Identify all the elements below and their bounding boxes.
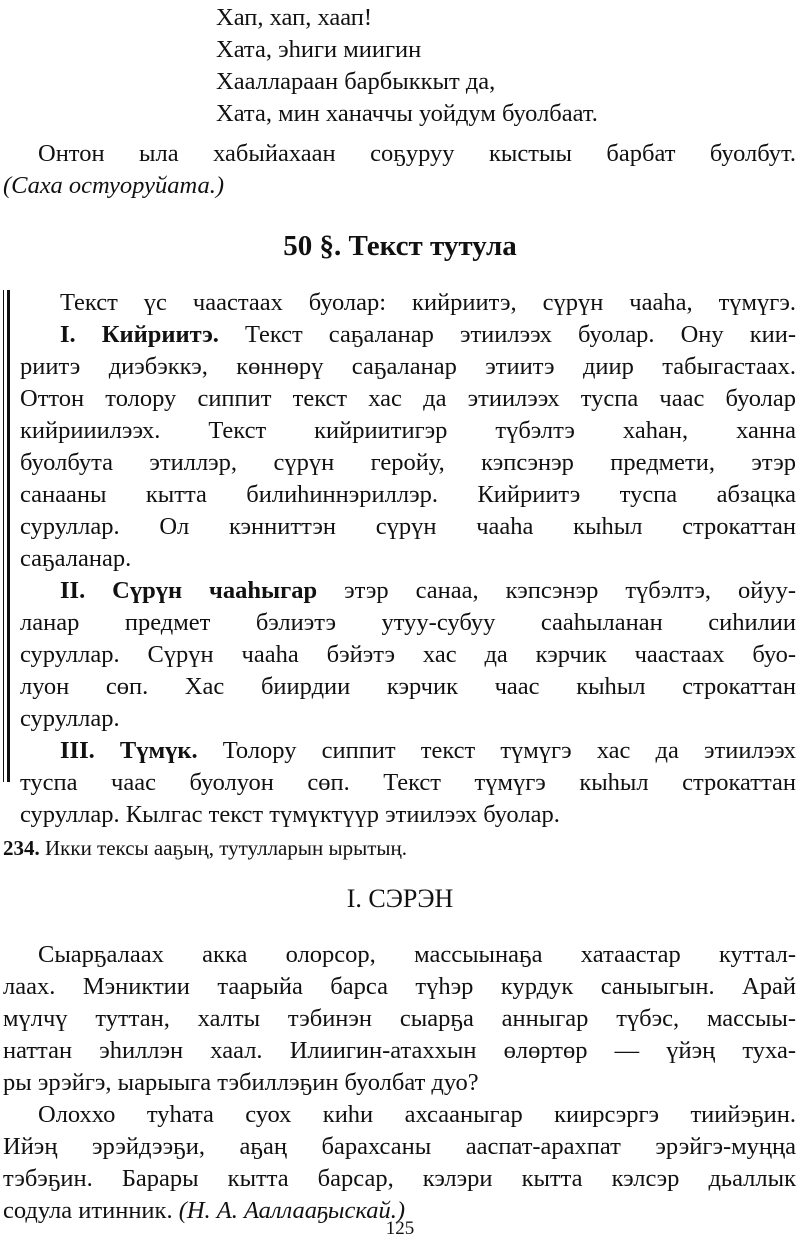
paragraph-line: III. Түмүк. Толору сиппит текст түмүгэ хас да этиилээх — [60, 737, 796, 764]
paragraph-line: кийрииилээх. Текст кийриитигэр түбэлтэ хаһан, ханна — [20, 417, 796, 444]
paragraph-line: суруллар. Ол кэнниттэн сүрүн чааһа кыһыл строкаттан — [20, 513, 796, 540]
paragraph-line: Оттон толору сиппит текст хас да этиилээх туспа чаас буолар — [20, 385, 796, 412]
source-citation: (Саха остуоруйата.) — [3, 172, 225, 199]
paragraph-line: санааны кытта билиһиннэриллэр. Кийриитэ туспа абзацка — [20, 481, 796, 508]
paragraph-line: Текст үс чаастаах буолар: кийриитэ, сүрүн чааһа, түмүгэ. — [60, 289, 796, 316]
paragraph-line: I. Кийриитэ. Текст саҕаланар этиилээх буолар. Ону кии- — [60, 321, 796, 348]
paragraph-line: суруллар. Сүрүн чааһа бэйэтэ хас да кэрчик чаастаах буо- — [20, 641, 796, 668]
source-citation: (Н. А. Ааллааҕыскай.) — [178, 1197, 406, 1224]
paragraph-line: мүлчү туттан, халты тэбинэн сыарҕа анныгар түбэс, массыы- — [3, 1005, 796, 1032]
section-title: 50 §. Текст тутула — [283, 230, 517, 262]
paragraph-line: суруллар. — [20, 705, 120, 732]
paragraph-line: лаах. Мэниктии таарыйа барса түһэр курдук саныыгын. Арай — [3, 973, 796, 1000]
verse-line: Хата, эһиги миигин — [216, 36, 422, 63]
verse-line: Хап, хап, хаап! — [216, 4, 373, 31]
paragraph-line: содула итинник. (Н. А. Ааллааҕыскай.) — [3, 1197, 406, 1224]
page-number: 125 — [385, 1218, 415, 1239]
paragraph-line: тэбэҕин. Барары кытта барсар, кэлэри кытта кэлсэр дьаллык — [3, 1165, 796, 1192]
paragraph-line: ры эрэйгэ, ыарыыга тэбиллэҕин буолбат дуо? — [3, 1069, 479, 1096]
paragraph-line: Онтон ыла хабыйахаан соҕуруу кыстыы барбат буолбут. — [38, 140, 796, 167]
margin-rule — [7, 290, 10, 782]
paragraph-line: Олоххо туһата суох киһи ахсааныгар киирсэргэ тиийэҕин. — [38, 1101, 796, 1128]
paragraph-line: луон сөп. Хас биирдии кэрчик чаас кыһыл строкаттан — [20, 673, 796, 700]
exercise-prompt: 234. Икки тексы ааҕың, тутулларын ырытың. — [3, 836, 407, 860]
verse-line: Хааллараан барбыккыт да, — [216, 68, 496, 95]
paragraph-line: Сыарҕалаах акка олорсор, массыынаҕа хатаастар куттал- — [38, 941, 796, 968]
paragraph-line: буолбута этиллэр, сүрүн геройу, кэпсэнэр предмети, этэр — [20, 449, 796, 476]
paragraph-line: наттан эһиллэн хаал. Илиигин-атаххын өлөртөр — үйэң туха- — [3, 1037, 796, 1064]
paragraph-line: Ийэң эрэйдээҕи, аҕаң барахсаны ааспат-арахпат эрэйгэ-муңңа — [3, 1133, 796, 1160]
margin-rule — [3, 290, 4, 782]
story-title: I. СЭРЭН — [346, 884, 454, 913]
paragraph-line: саҕаланар. — [20, 545, 132, 572]
paragraph-line: туспа чаас буолуон сөп. Текст түмүгэ кыһыл строкаттан — [20, 769, 796, 796]
verse-line: Хата, мин ханаччы уойдум буолбаат. — [216, 100, 598, 127]
paragraph-line: суруллар. Кылгас текст түмүктүүр этиилээх буолар. — [20, 801, 560, 828]
paragraph-line: риитэ диэбэккэ, көннөрү саҕаланар этиитэ диир табыгастаах. — [20, 353, 796, 380]
paragraph-line: ланар предмет бэлиэтэ утуу-субуу сааһыланан сиһилии — [20, 609, 796, 636]
paragraph-line: II. Сүрүн чааһыгар этэр санаа, кэпсэнэр түбэлтэ, ойуу- — [60, 577, 796, 604]
